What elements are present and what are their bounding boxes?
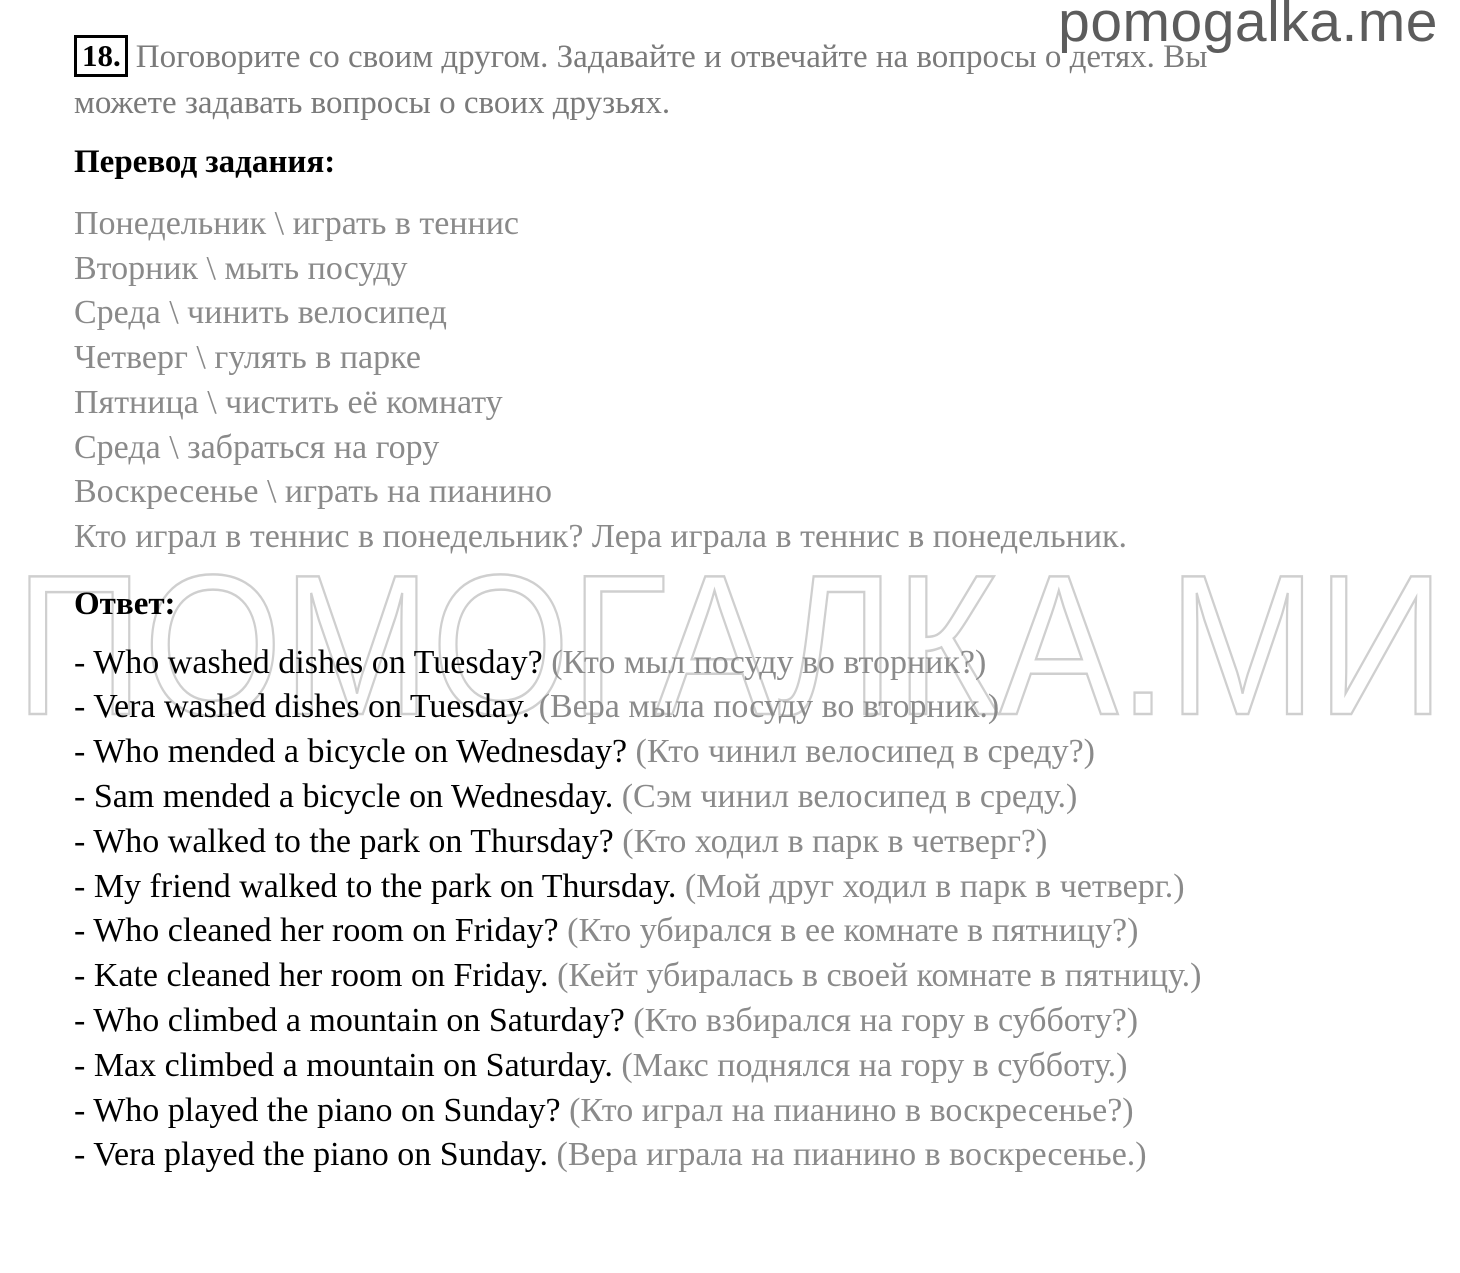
answer-russian: (Вера играла на пианино в воскресенье.) (556, 1136, 1147, 1174)
translation-line: Четверг \ гулять в парке (74, 339, 421, 377)
answer-line (74, 1133, 1314, 1178)
answer-line (74, 1044, 1314, 1089)
translation-list (74, 202, 1444, 560)
watermark-text: ПОМОГАЛКА.МИ (15, 556, 1445, 736)
translation-line: Пятница \ чистить её комнату (74, 383, 503, 421)
answer-line (74, 775, 1314, 820)
translation-line: Среда \ забраться на гору (74, 428, 440, 466)
translation-line: Понедельник \ играть в теннис (74, 205, 520, 242)
answer-english: - Vera played the piano on Sunday. (74, 1136, 548, 1174)
translation-heading: Перевод задания: (74, 144, 336, 180)
answer-russian: (Макс поднялся на гору в субботу.) (621, 1046, 1128, 1084)
translation-line: Кто играл в теннис в понедельник? Лера играла в теннис в понедельник. (74, 517, 1128, 555)
answer-english: - Kate cleaned her room on Friday. (74, 957, 549, 995)
task-text: Поговорите со своим другом. Задавайте и отвечайте на вопросы о детях. Вы можете задавать вопросы о своих друзьях. (74, 39, 1208, 121)
answer-english: - Who mended a bicycle on Wednesday? (74, 733, 628, 771)
answer-line (74, 685, 1314, 730)
answer-russian: (Кто играл на пианино в воскресенье?) (569, 1091, 1134, 1129)
answer-list (74, 641, 1444, 1179)
answer-english: - Who walked to the park on Thursday? (74, 822, 614, 860)
answer-russian: (Кто ходил в парк в четверг?) (622, 822, 1048, 860)
task-number: 18. (74, 35, 128, 77)
answer-english: - Max climbed a mountain on Saturday. (74, 1046, 613, 1084)
answer-russian: (Кто взбирался на гору в субботу?) (633, 1002, 1139, 1039)
answer-line (74, 820, 1314, 865)
answer-english: - Sam mended a bicycle on Wednesday. (74, 778, 614, 816)
answer-line (74, 865, 1314, 910)
answer-russian: (Кто убирался в ее комнате в пятницу?) (567, 912, 1139, 950)
site-logo: pomogalka.me (1058, 0, 1438, 54)
translation-line: Воскресенье \ играть на пианино (74, 473, 552, 511)
translation-line: Вторник \ мыть посуду (74, 249, 408, 287)
answer-english: - My friend walked to the park on Thursday. (74, 867, 677, 905)
answer-russian: (Вера мыла посуду во вторник.) (538, 688, 1000, 726)
answer-heading: Ответ: (74, 585, 176, 622)
answer-english: - Who played the piano on Sunday? (74, 1091, 561, 1129)
document-page (74, 34, 1444, 1178)
answer-russian: (Мой друг ходил в парк в четверг.) (684, 867, 1185, 905)
answer-english: - Who washed dishes on Tuesday? (74, 643, 543, 681)
answer-english: - Who climbed a mountain on Saturday? (74, 1002, 625, 1039)
answer-line (74, 1089, 1314, 1134)
answer-russian: (Кейт убиралась в своей комнате в пятницу.) (557, 957, 1202, 995)
answer-russian: (Кто мыл посуду во вторник?) (551, 643, 987, 681)
answer-line (74, 641, 1314, 686)
answer-line (74, 730, 1314, 775)
answer-line (74, 909, 1314, 954)
answer-english: - Who cleaned her room on Friday? (74, 912, 559, 950)
translation-line: Среда \ чинить велосипед (74, 294, 447, 332)
answer-english: - Vera washed dishes on Tuesday. (74, 688, 531, 726)
answer-russian: (Кто чинил велосипед в среду?) (635, 733, 1095, 771)
answer-line (74, 999, 1314, 1044)
answer-line (74, 954, 1314, 999)
answer-russian: (Сэм чинил велосипед в среду.) (621, 778, 1078, 816)
